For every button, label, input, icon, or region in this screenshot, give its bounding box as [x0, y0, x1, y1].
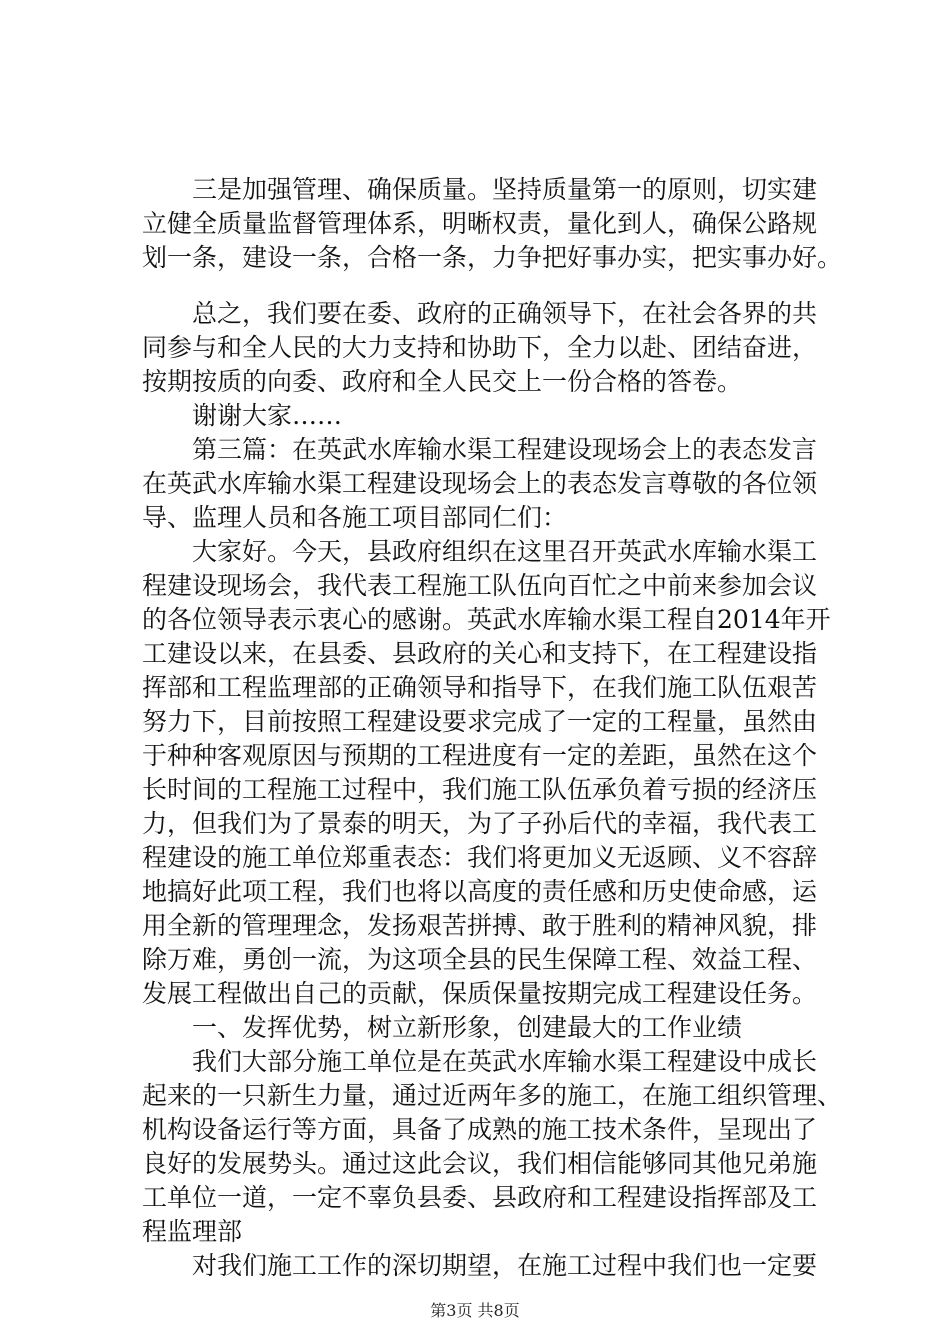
- text-line: 的各位领导表示衷心的感谢。英武水库输水渠工程自2014年开: [142, 605, 831, 634]
- text-line: 长时间的工程施工过程中，我们施工队伍承负着亏损的经济压: [142, 775, 818, 804]
- text-line: 总之，我们要在委、政府的正确领导下，在社会各界的共: [142, 299, 818, 328]
- text-line: 对我们施工工作的深切期望，在施工过程中我们也一定要: [142, 1251, 818, 1280]
- text-line: 地搞好此项工程，我们也将以高度的责任感和历史使命感，运: [142, 877, 818, 906]
- text-line: 程监理部: [142, 1217, 243, 1246]
- text-line: 我们大部分施工单位是在英武水库输水渠工程建设中成长: [142, 1047, 818, 1076]
- text-line: 良好的发展势头。通过这此会议，我们相信能够同其他兄弟施: [142, 1149, 818, 1178]
- text-line: 导、监理人员和各施工项目部同仁们：: [142, 503, 568, 532]
- text-line: 努力下，目前按照工程建设要求完成了一定的工程量，虽然由: [142, 707, 818, 736]
- text-line: 用全新的管理理念，发扬艰苦拼搏、敢于胜利的精神风貌，排: [142, 911, 818, 940]
- text-line: 三是加强管理、确保质量。坚持质量第一的原则，切实建: [142, 175, 818, 204]
- text-line: 同参与和全人民的大力支持和协助下，全力以赴、团结奋进，: [142, 333, 818, 362]
- text-line: 机构设备运行等方面，具备了成熟的施工技术条件，呈现出了: [142, 1115, 818, 1144]
- text-line: 起来的一只新生力量，通过近两年多的施工，在施工组织管理、: [142, 1081, 842, 1110]
- text-line: 大家好。今天，县政府组织在这里召开英武水库输水渠工: [142, 537, 818, 566]
- page-footer: 第3页 共8页: [430, 1301, 520, 1320]
- text-line: 谢谢大家……: [142, 401, 343, 430]
- section-heading: 一、发挥优势，树立新形象，创建最大的工作业绩: [142, 1013, 743, 1042]
- text-line: 于种种客观原因与预期的工程进度有一定的差距，虽然在这个: [142, 741, 818, 770]
- text-line: 工单位一道，一定不辜负县委、县政府和工程建设指挥部及工: [142, 1183, 818, 1212]
- text-line: 划一条，建设一条，合格一条，力争把好事办实，把实事办好。: [142, 243, 842, 272]
- text-line: 程建设的施工单位郑重表态：我们将更加义无返顾、义不容辞: [142, 843, 818, 872]
- text-line: 程建设现场会，我代表工程施工队伍向百忙之中前来参加会议: [142, 571, 818, 600]
- text-line: 按期按质的向委、政府和全人民交上一份合格的答卷。: [142, 367, 743, 396]
- text-line: 工建设以来，在县委、县政府的关心和支持下，在工程建设指: [142, 639, 818, 668]
- text-line: 立健全质量监督管理体系，明晰权责，量化到人，确保公路规: [142, 209, 818, 238]
- text-line: 在英武水库输水渠工程建设现场会上的表态发言尊敬的各位领: [142, 469, 818, 498]
- text-line: 挥部和工程监理部的正确领导和指导下，在我们施工队伍艰苦: [142, 673, 818, 702]
- text-line: 除万难，勇创一流，为这项全县的民生保障工程、效益工程、: [142, 945, 818, 974]
- text-line: 发展工程做出自己的贡献，保质保量按期完成工程建设任务。: [142, 979, 818, 1008]
- section-heading: 第三篇：在英武水库输水渠工程建设现场会上的表态发言: [142, 435, 818, 464]
- text-line: 力，但我们为了景泰的明天，为了子孙后代的幸福，我代表工: [142, 809, 818, 838]
